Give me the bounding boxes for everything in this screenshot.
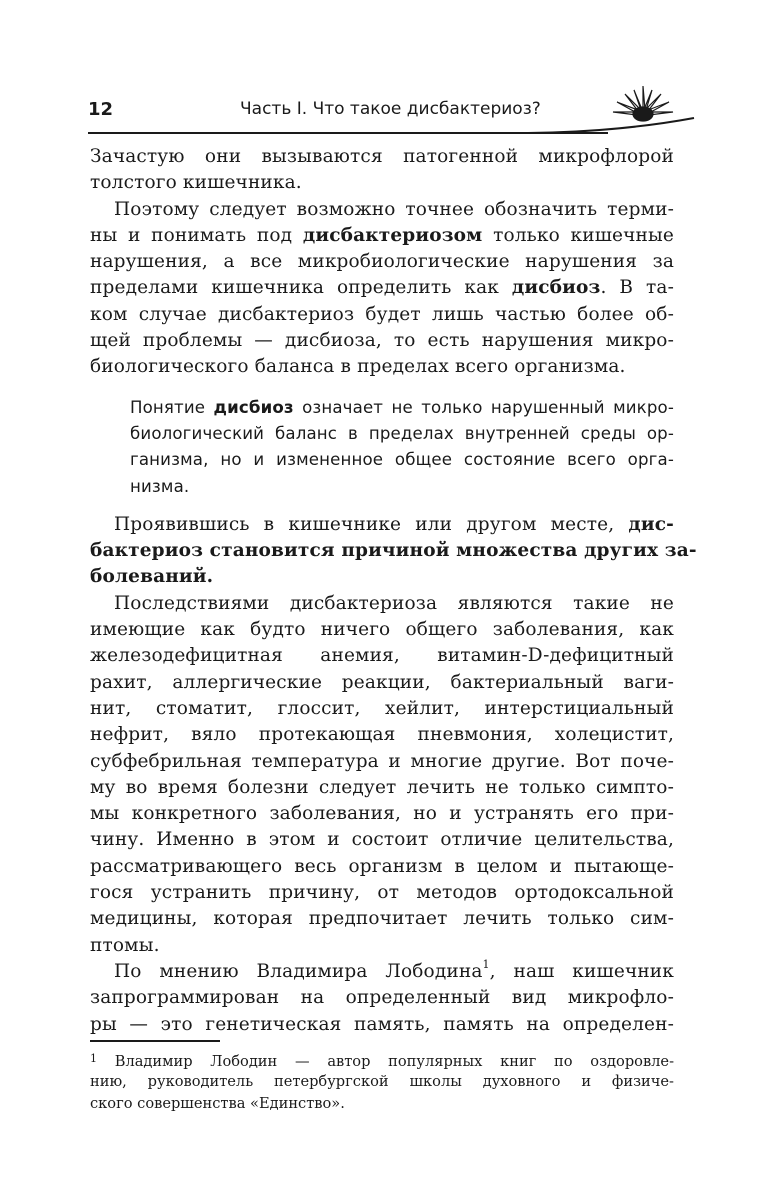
footnote-line: ского совершенства «Единство». [90,1095,345,1112]
footnote-line: нию, руководитель петербургской школы духовного и физиче- [90,1072,674,1090]
note-line: низма. [130,476,190,496]
sunflower-icon [608,82,678,126]
emphasis: бактериоз становится причиной множества других за- [90,540,697,562]
text-run: пределами кишечника определить как [90,277,512,299]
text-line: гося устранить причину, от методов ортодоксальной [90,882,674,904]
note-line: ганизма, но и измененное общее состояние всего орга- [130,450,674,470]
text-line [90,564,674,590]
text-line: Поэтому следует возможно точнее обозначить терми- [114,198,674,220]
definition-note [130,395,674,500]
main-text [90,144,697,1038]
text-line: субфебрильная температура и многие другие. Вот поче- [90,750,674,772]
paragraph [90,591,674,959]
text-line: толстого кишечника. [90,172,302,194]
text-line: му во время болезни следует лечить не только симпто- [90,776,674,798]
paragraph [90,144,674,197]
text-run: По мнению Владимира Лободина [114,960,483,982]
footnote-mark: 1 [90,1052,97,1065]
paragraph [90,512,697,591]
text-line [90,538,697,564]
text-line [90,959,674,985]
text-line [90,275,674,301]
paragraph [90,197,674,381]
text-line: рахит, аллергические реакции, бактериальный ваги- [90,671,674,693]
text-line: ры — это генетическая память, память на определен- [90,1013,674,1035]
note-line: биологический баланс в пределах внутренней среды ор- [130,423,674,443]
footnote-line [90,1048,674,1071]
term-dysbacteriosis: дисбактериозом [302,224,483,246]
footnote [90,1048,674,1116]
text-line: нит, стоматит, глоссит, хейлит, интерстициальный [90,697,674,719]
text-line: ком случае дисбактериоз будет лишь частью более об- [90,303,674,325]
text-line: чину. Именно в этом и состоит отличие целительства, [90,829,674,851]
emphasis: дис- [628,513,674,535]
text-line: птомы. [90,934,160,956]
text-run: , наш кишечник [489,960,675,982]
text-run: . В та- [600,277,674,299]
text-line: нарушения, а все микробиологические нарушения за [90,251,674,273]
text-line: запрограммирован на определенный вид микрофло- [90,987,674,1009]
text-run: Владимир Лободин — автор популярных книг по оздоровле- [97,1053,674,1070]
text-line: Последствиями дисбактериоза являются такие не [114,592,674,614]
emphasis: болеваний. [90,566,214,588]
running-title: Часть I. Что такое дисбактериоз? [240,99,541,119]
text-run: ны и понимать под [90,224,303,246]
paragraph [90,959,674,1038]
text-line: мы конкретного заболевания, но и устранять его при- [90,803,674,825]
page-number: 12 [88,99,114,120]
text-run: Проявившись в кишечнике или другом месте, [114,513,629,535]
text-run: только кишечные [482,224,674,246]
text-line [90,223,674,249]
text-line: имеющие как будто ничего общего заболевания, как [90,619,674,641]
text-run: Понятие [130,397,214,417]
term-dysbiosis: дисбиоз [213,397,294,417]
note-line [130,395,674,421]
text-line: Зачастую они вызываются патогенной микрофлорой [90,146,674,167]
text-line: медицины, которая предпочитает лечить только сим- [90,908,674,930]
text-run: означает не только нарушенный микро- [293,397,674,417]
running-header [88,96,684,136]
text-line: нефрит, вяло протекающая пневмония, холецистит, [90,724,674,746]
text-line: железодефицитная анемия, витамин-D-дефицитный [90,645,674,667]
term-dysbiosis: дисбиоз [511,277,601,299]
text-line [90,512,674,538]
footnote-rule [90,1040,220,1042]
text-line: рассматривающего весь организм в целом и пытающе- [90,855,674,877]
footnote-reference[interactable]: 1 [482,957,490,971]
text-line: щей проблемы — дисбиоза, то есть нарушения микро- [90,330,674,352]
text-line: биологического баланса в пределах всего организма. [90,356,626,378]
